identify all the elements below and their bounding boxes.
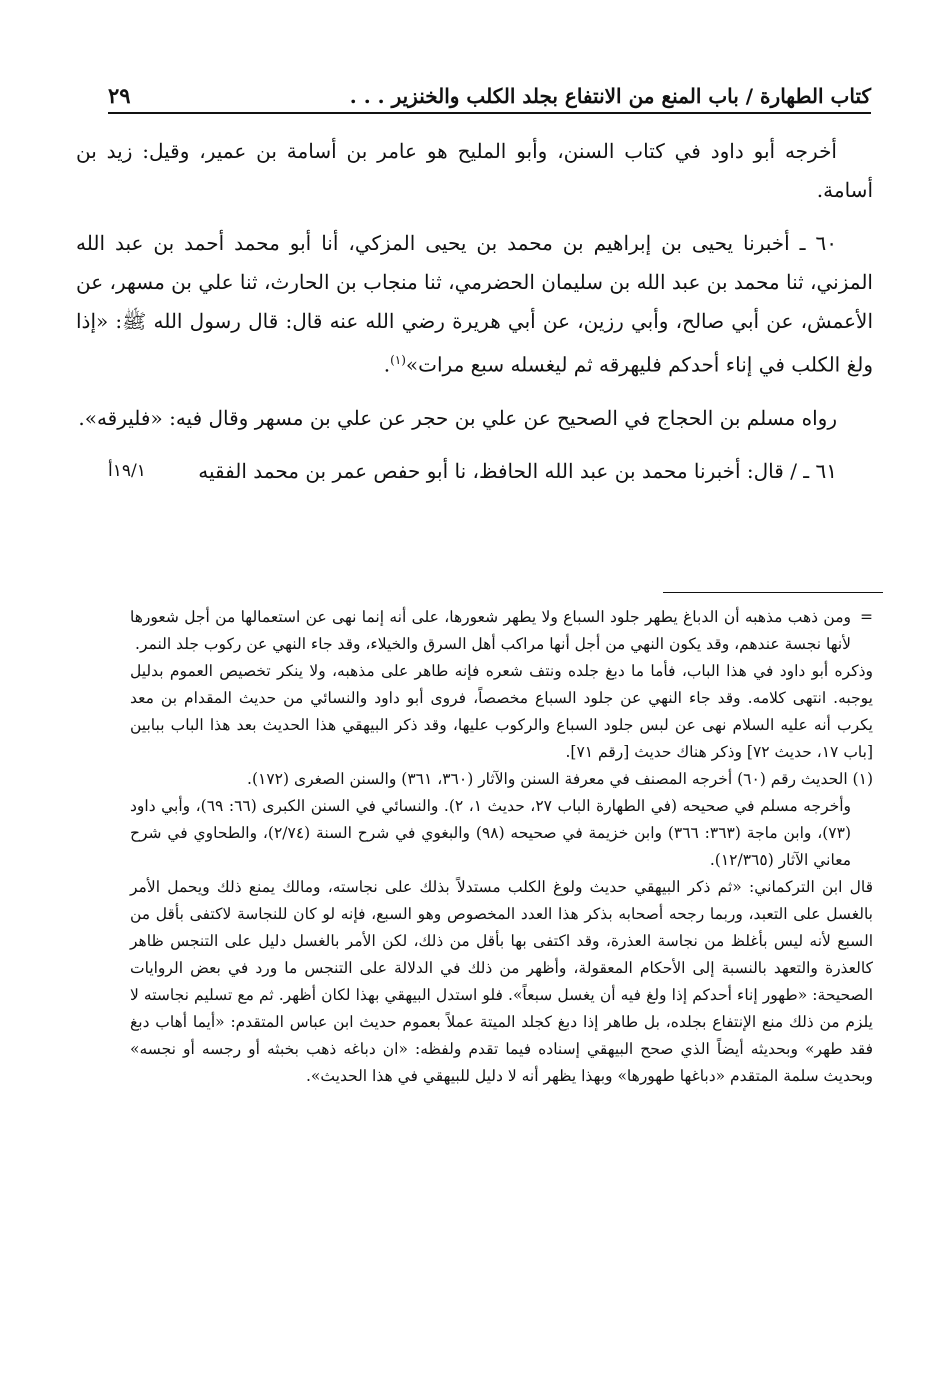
footnote-ref-1[interactable]: (١) [390, 353, 406, 367]
footnote-continued [130, 604, 873, 658]
footnote-divider [663, 592, 883, 593]
hadith-60 [76, 224, 873, 385]
paragraph-1: أخرجه أبو داود في كتاب السنن، وأبو المليح هو عامر بن أسامة بن عمير، وقيل: زيد بن أسامة. [76, 139, 873, 202]
footnote-continued-2: وذكره أبو داود في هذا الباب، فأما ما دبغ جلده ونتف شعره فإنه طاهر على مذهبه، ولا ينكر تخصيص العموم بدليل يوجبه. انتهى كلامه. وقد جاء النهي عن جلود السباع مخصصاً، فروى أبو داود والنسائي من حديث المقدام بن معد يكرب أنه عليه السلام نهى عن لبس جلود السباع والركوب عليها، وقد ذكر البيهقي هذا الحديث بعد هذا الباب ببابين [باب ١٧، حديث ٧٢] وذكر هناك حديث [رقم ٧١]. [130, 662, 873, 761]
footnote-1-commentary: قال ابن التركماني: «ثم ذكر البيهقي حديث ولوغ الكلب مستدلاً بذلك على نجاسته، ومالك يمنع ذلك ويحمل الأمر بالغسل على التعبد، وربما رجحه أصحابه بذكر هذا العدد المخصوص وهو السبع، فإنه لو كان للنجاسة لاكتفى بأقل من السبع لأنه ليس بأغلظ من نجاسة العذرة، وقد اكتفى بها بأقل من ذلك، لكن الأمر بالغسل دليل على التنجس ظاهر كالعذرة والتعهد بالنسبة إلى الأحكام المعقولة، وأظهر من ذلك في الدلالة على التنجس ما ورد في بعض الروايات الصحيحة: «طهور إناء أحدكم إذا ولغ فيه أن يغسل سبعاً». فلو استدل البيهقي بهذا لكان أظهر. ثم مع تسليم نجاسته لا يلزم من ذلك منع الإنتفاع بجلده، بل طاهر إذا دبغ كجلد الميتة عملاً بعموم حديث ابن عباس المتقدم: «أيما أهاب دبغ فقد طهر» وبحديثه أيضاً الذي صحح البيهقي إسناده فيما تقدم ولفظه: «ان دباغه ذهب بخبثه أو رجسه أو نجسه» وبحديث سلمة المتقدم «دباغها طهورها» وبهذا يظهر أنه لا دليل للبيهقي في هذا الحديث». [130, 878, 873, 1085]
footnotes [130, 604, 873, 1090]
header-title: كتاب الطهارة / باب المنع من الانتفاع بجلد الكلب والخنزير . . . [349, 84, 871, 108]
hadith-61-text: ٦١ ـ / قال: أخبرنا محمد بن عبد الله الحافظ، نا أبو حفص عمر بن محمد الفقيه [198, 458, 837, 483]
running-header [108, 74, 871, 114]
hadith-60-text: ٦٠ ـ أخبرنا يحيى بن إبراهيم بن محمد بن يحيى المزكي، أنا أبو محمد أحمد بن عبد الله المزني، ثنا محمد بن عبد الله بن سليمان الحضرمي، ثنا منجاب بن الحارث، ثنا علي بن مسهر، عن الأعمش، عن أبي صالح، وأبي رزين، عن أبي هريرة رضي الله عنه قال: قال رسول الله ﷺ: «إذا ولغ الكلب في إناء أحدكم فليهرقه ثم ليغسله سبع مرات» [76, 231, 873, 377]
footnote-continued-text: ومن ذهب مذهبه أن الدباغ يطهر جلود السباع ولا يطهر شعورها، على أنه إنما نهى عن استعمالها من أجل شعورها لأنها نجسة عندهم، وقد يكون النهي من أجل أنها مراكب أهل السرق والخيلاء، وقد جاء النهي عن ركوب جلد النمر. [130, 608, 851, 653]
page-number: ٢٩ [108, 83, 131, 108]
continuation-mark: = [860, 608, 873, 626]
hadith-61 [76, 452, 873, 491]
footnote-1-sources: وأخرجه مسلم في صحيحه (في الطهارة الباب ٢٧، حديث ١، ٢). والنسائي في السنن الكبرى (٦٦: ٦٩)، وأبي داود (٧٣)، وابن ماجة (٣٦٣: ٣٦٦) وابن خزيمة في صحيحه (٩٨) والبغوي في شرح السنة (٢/٧٤)، والطحاوي في شرح معاني الآثار (١٢/٣٦٥). [130, 797, 851, 869]
manuscript-folio-marker: ١٩/١أ [108, 460, 146, 481]
paragraph-3: رواه مسلم بن الحجاج في الصحيح عن علي بن حجر عن علي بن مسهر وقال فيه: «فليرقه». [78, 405, 837, 430]
hadith-60-end: . [383, 352, 391, 377]
footnote-1: (١) الحديث رقم (٦٠) أخرجه المصنف في معرفة السنن والآثار (٣٦٠، ٣٦١) والسنن الصغرى (١٧٢). [247, 770, 873, 788]
main-text [76, 132, 873, 491]
